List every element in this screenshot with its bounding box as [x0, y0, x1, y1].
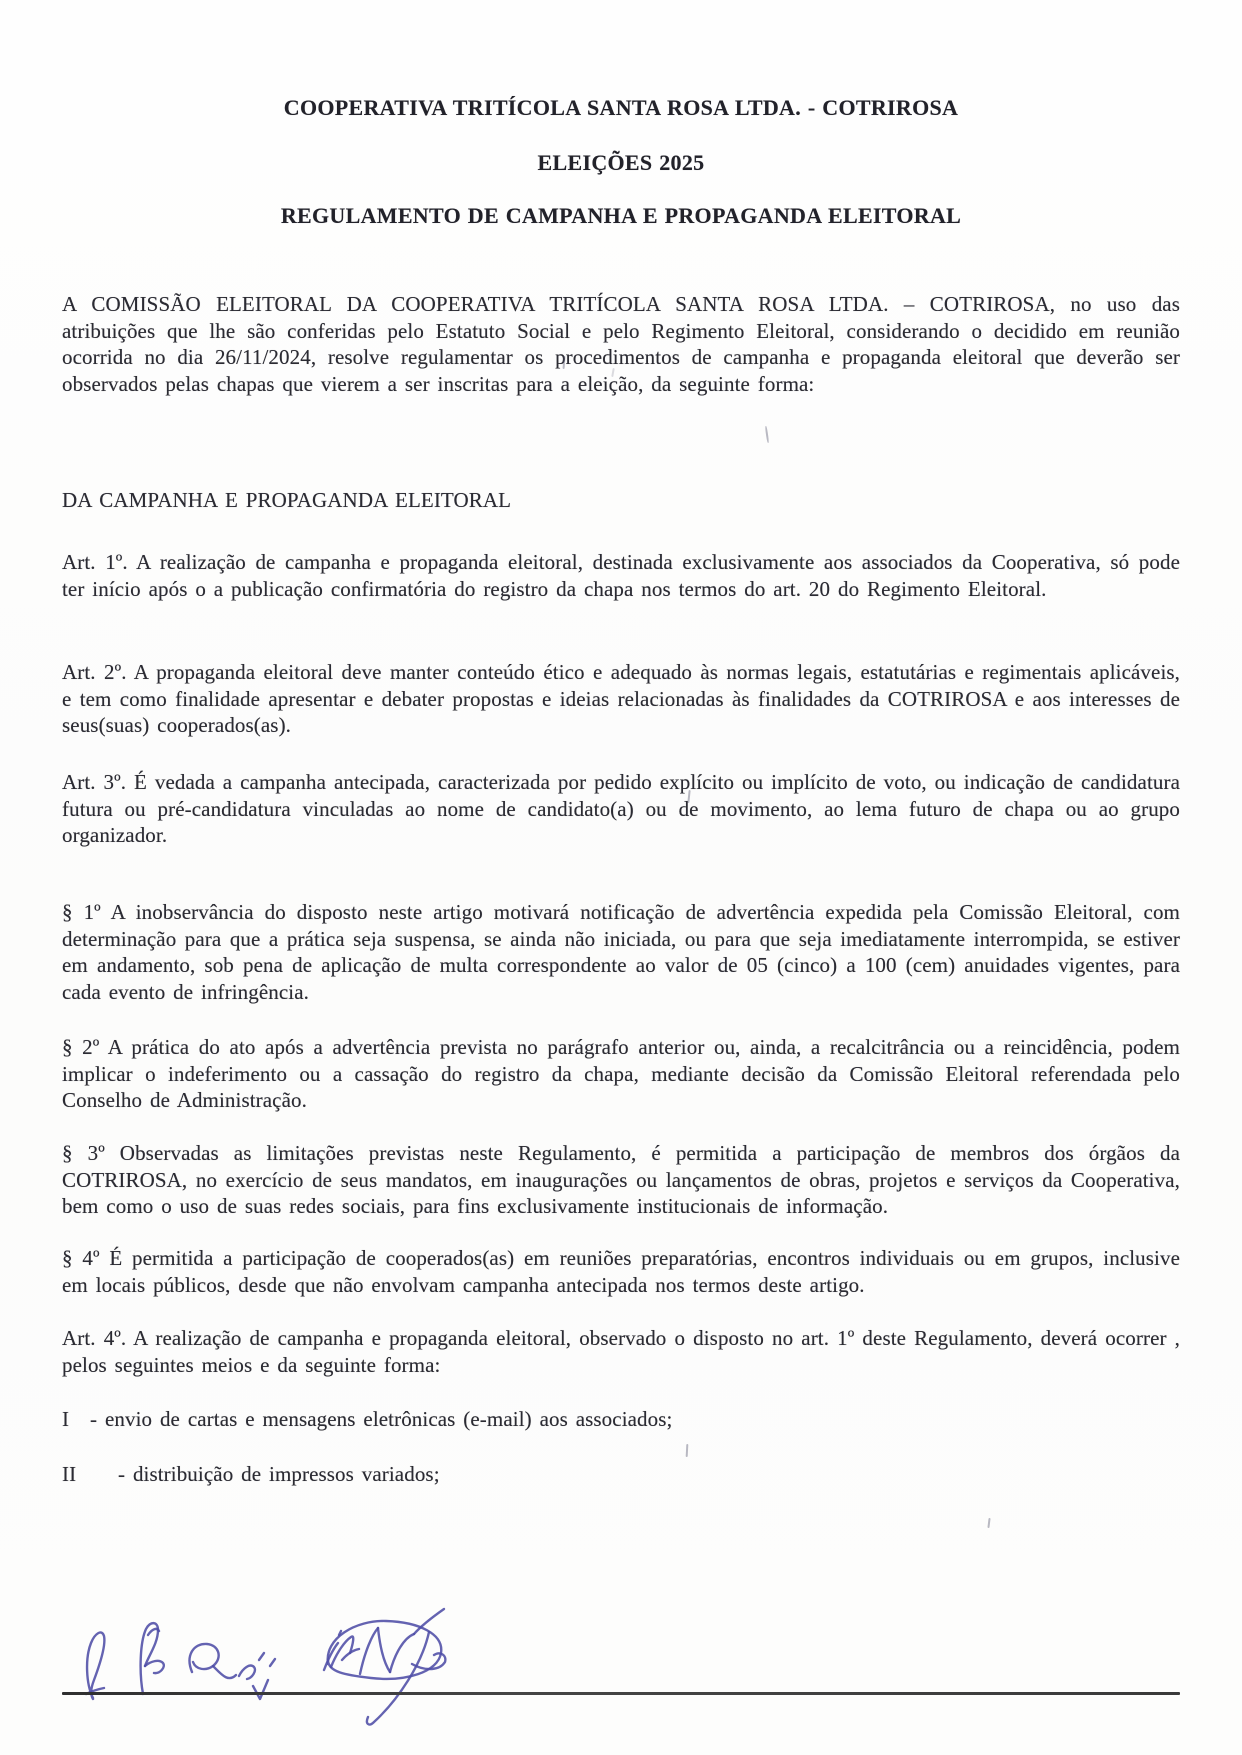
signatures-image — [60, 1602, 480, 1737]
article-1: Art. 1º. A realização de campanha e propaganda eleitoral, destinada exclusivamente aos associados da Cooperativa, só pode ter início após o a publicação confirmatória do registro da chapa nos termos do art. 20 do Regimento Eleitoral. — [62, 550, 1180, 601]
list-item-2-numeral: II — [62, 1462, 77, 1486]
paragraph-3: § 3º Observadas as limitações previstas neste Regulamento, é permitida a participação de membros dos órgãos da COTRIROSA, no exercício de seus mandatos, em inaugurações ou lançamentos de obras, projetos e serviços da Cooperativa, bem como o uso de suas redes sociais, para fins exclusivamente institucionais de informação. — [62, 1141, 1180, 1218]
scan-artifact — [686, 1444, 689, 1457]
scan-artifact — [987, 1518, 990, 1528]
article-2: Art. 2º. A propaganda eleitoral deve manter conteúdo ético e adequado às normas legais, estatutárias e regimentais aplicáveis, e tem como finalidade apresentar e debater propostas e ideias relacionadas às finalidades da COTRIROSA e aos interesses de seus(suas) cooperados(as). — [62, 660, 1180, 737]
signature-rule — [62, 1692, 1180, 1695]
signature-2 — [141, 1623, 164, 1694]
signature-5 — [328, 1609, 446, 1724]
paragraph-4: § 4º É permitida a participação de cooperados(as) em reuniões preparatórias, encontros individuais ou em grupos, inclusive em locais públicos, desde que não envolvam campanha antecipada nos termos deste artigo. — [62, 1246, 1180, 1297]
scan-artifact — [765, 426, 769, 443]
section-heading: DA CAMPANHA E PROPAGANDA ELEITORAL — [62, 488, 512, 512]
list-item-1-text: - envio de cartas e mensagens eletrônicas (e-mail) aos associados; — [90, 1407, 673, 1431]
signature-1 — [86, 1632, 104, 1699]
document-subtitle: ELEIÇÕES 2025 — [537, 150, 705, 175]
paragraph-2: § 2º A prática do ato após a advertência prevista no parágrafo anterior ou, ainda, a recalcitrância ou a reincidência, podem implicar o indeferimento ou a cassação do registro da chapa, mediante decisão da Comissão Eleitoral referendada pelo Conselho de Administração. — [62, 1035, 1180, 1112]
list-item-2 — [62, 1461, 1180, 1488]
paragraph-1: § 1º A inobservância do disposto neste artigo motivará notificação de advertência expedida pela Comissão Eleitoral, com determinação para que a prática seja suspensa, se ainda não iniciada, ou para que seja imediatamente interrompida, se estiver em andamento, sob pena de aplicação de multa correspondente ao valor de 05 (cinco) a 100 (cem) anuidades vigentes, para cada evento de infringência. — [62, 900, 1180, 1004]
intro-paragraph: A COMISSÃO ELEITORAL DA COOPERATIVA TRITÍCOLA SANTA ROSA LTDA. – COTRIROSA, no uso das atribuições que lhe são conferidas pelo Estatuto Social e pelo Regimento Eleitoral, considerando o decidido em reunião ocorrida no dia 26/11/2024, resolve regulamentar os procedimentos de campanha e propaganda eleitoral que deverão ser observados pelas chapas que vierem a ser inscritas para a eleição, da seguinte forma: — [62, 292, 1180, 396]
list-item-1-numeral: I — [62, 1407, 70, 1431]
signature-3 — [190, 1644, 275, 1699]
article-4: Art. 4º. A realização de campanha e propaganda eleitoral, observado o disposto no art. 1º deste Regulamento, deverá ocorrer , pelos seguintes meios e da seguinte forma: — [62, 1326, 1180, 1377]
list-item-2-text: - distribuição de impressos variados; — [118, 1462, 440, 1486]
document-title: COOPERATIVA TRITÍCOLA SANTA ROSA LTDA. - COTRIROSA — [283, 95, 959, 120]
document-heading: REGULAMENTO DE CAMPANHA E PROPAGANDA ELEITORAL — [280, 203, 962, 228]
list-item-1 — [62, 1406, 1180, 1433]
article-3: Art. 3º. É vedada a campanha antecipada, caracterizada por pedido explícito ou implícito de voto, ou indicação de candidatura futura ou pré-candidatura vinculadas ao nome de candidato(a) ou de movimento, ao lema futuro de chapa ou ao grupo organizador. — [62, 770, 1180, 847]
